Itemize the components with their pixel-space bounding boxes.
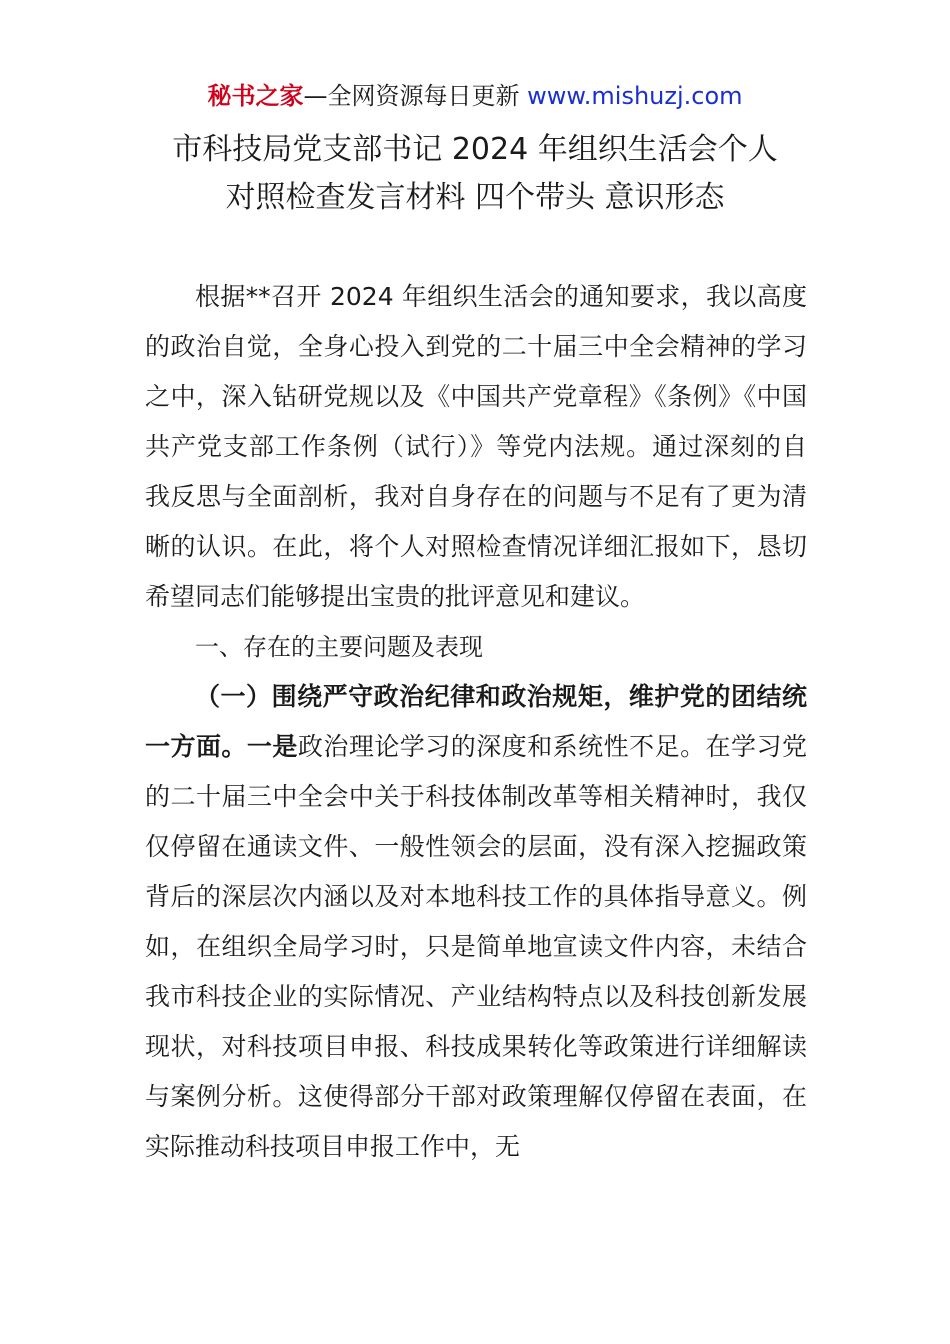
- site-url-link[interactable]: www.mishuzj.com: [527, 82, 743, 110]
- site-brand: 秘书之家: [207, 82, 304, 110]
- title-line-2: 对照检查发言材料 四个带头 意识形态: [225, 180, 725, 215]
- title-line-1: 市科技局党支部书记 2024 年组织生活会个人: [172, 132, 778, 167]
- intro-paragraph: 根据**召开 2024 年组织生活会的通知要求，我以高度的政治自觉，全身心投入到党的二十届三中全会精神的学习之中，深入钻研党规以及《中国共产党章程》《条例》《中国共产党支部工作条例（试行）》等党内法规。通过深刻的自我反思与全面剖析，我对自身存在的问题与不足有了更为清晰的认识。在此，将个人对照检查情况详细汇报如下，恳切希望同志们能够提出宝贵的批评意见和建议。: [145, 282, 807, 611]
- site-header: [0, 80, 950, 112]
- point-label: 一是: [246, 732, 298, 761]
- subsection-paragraph: [145, 672, 807, 1172]
- subsection-heading: （一）围绕严守政治纪律和政治规矩，维护党的团结统一方面。: [145, 682, 807, 761]
- subsection-text: 政治理论学习的深度和系统性不足。在学习党的二十届三中全会中关于科技体制改革等相关精神时，我仅仅停留在通读文件、一般性领会的层面，没有深入挖掘政策背后的深层次内涵以及对本地科技工作的具体指导意义。例如，在组织全局学习时，只是简单地宣读文件内容，未结合我市科技企业的实际情况、产业结构特点以及科技创新发展现状，对科技项目申报、科技成果转化等政策进行详细解读与案例分析。这使得部分干部对政策理解仅停留在表面，在实际推动科技项目申报工作中，无: [145, 732, 807, 1161]
- document-title: [60, 126, 890, 222]
- site-tagline: —全网资源每日更新: [303, 82, 528, 110]
- section-heading: 一、存在的主要问题及表现: [195, 633, 483, 661]
- document-body: [145, 272, 807, 1172]
